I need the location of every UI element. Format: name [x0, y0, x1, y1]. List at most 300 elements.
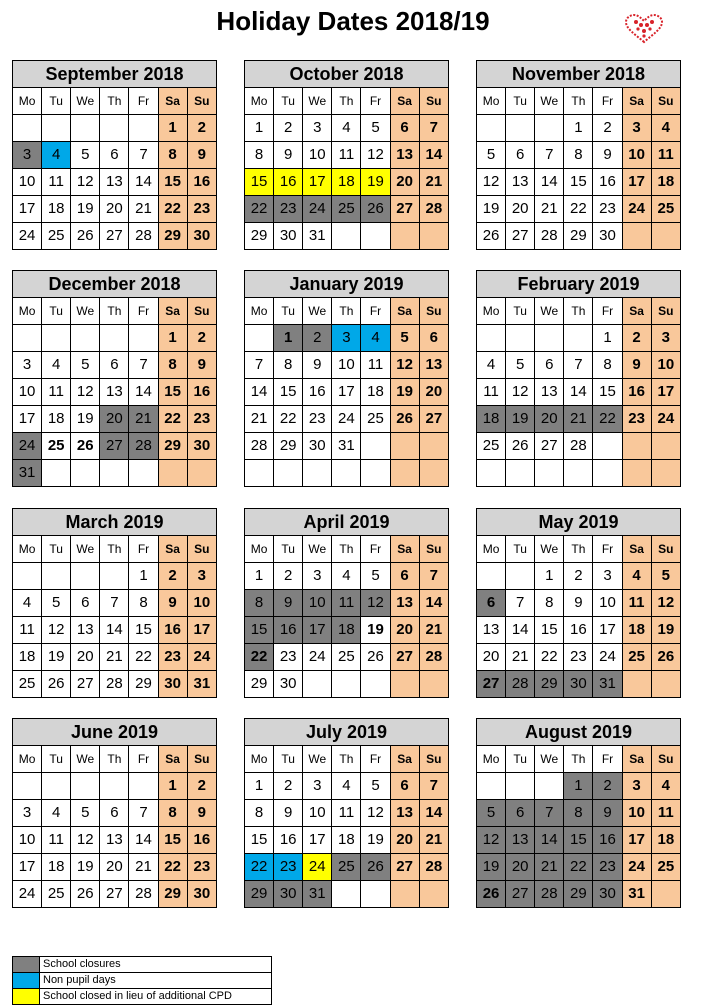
day-cell: 20	[100, 854, 129, 881]
day-cell: 11	[13, 617, 42, 644]
day-cell: 21	[129, 854, 158, 881]
weekday-header: We	[303, 746, 332, 773]
day-cell: 29	[158, 433, 187, 460]
empty-cell	[390, 671, 419, 698]
empty-cell	[622, 671, 651, 698]
day-cell: 5	[651, 563, 680, 590]
day-cell: 24	[593, 644, 622, 671]
day-cell: 15	[564, 827, 593, 854]
day-cell: 17	[13, 854, 42, 881]
day-cell: 2	[158, 563, 187, 590]
day-cell: 16	[622, 379, 651, 406]
weekday-header: We	[535, 536, 564, 563]
day-cell: 1	[593, 325, 622, 352]
day-cell: 20	[506, 196, 535, 223]
day-cell: 23	[593, 854, 622, 881]
weekday-header: Su	[187, 88, 216, 115]
day-cell: 6	[390, 115, 419, 142]
day-cell: 16	[593, 827, 622, 854]
day-cell: 4	[332, 563, 361, 590]
day-cell: 17	[651, 379, 680, 406]
day-cell: 3	[13, 142, 42, 169]
day-cell: 4	[651, 115, 680, 142]
day-cell: 31	[187, 671, 216, 698]
day-cell: 16	[274, 827, 303, 854]
empty-cell	[506, 115, 535, 142]
empty-cell	[390, 223, 419, 250]
legend	[12, 956, 272, 1005]
day-cell: 8	[158, 142, 187, 169]
day-cell: 12	[651, 590, 680, 617]
day-cell: 20	[100, 406, 129, 433]
empty-cell	[13, 563, 42, 590]
legend-item-cpd	[13, 989, 272, 1005]
day-cell: 19	[361, 827, 390, 854]
weekday-header: Fr	[361, 88, 390, 115]
day-cell: 4	[651, 773, 680, 800]
empty-cell	[419, 460, 448, 487]
day-cell: 8	[158, 800, 187, 827]
weekday-header: Sa	[622, 298, 651, 325]
day-cell: 11	[42, 827, 71, 854]
day-cell: 2	[303, 325, 332, 352]
day-cell: 26	[361, 644, 390, 671]
day-cell: 3	[651, 325, 680, 352]
day-cell: 6	[100, 800, 129, 827]
day-cell: 16	[187, 169, 216, 196]
day-cell: 30	[564, 671, 593, 698]
empty-cell	[477, 115, 506, 142]
day-cell: 22	[593, 406, 622, 433]
day-cell: 23	[187, 854, 216, 881]
day-cell: 7	[419, 115, 448, 142]
day-cell: 1	[129, 563, 158, 590]
day-cell: 25	[332, 854, 361, 881]
weekday-header: Su	[419, 88, 448, 115]
weekday-header: Mo	[477, 88, 506, 115]
day-cell: 21	[245, 406, 274, 433]
empty-cell	[332, 671, 361, 698]
day-cell: 29	[274, 433, 303, 460]
day-cell: 15	[274, 379, 303, 406]
day-cell: 23	[274, 196, 303, 223]
weekday-header: Sa	[622, 88, 651, 115]
nonpupil-swatch	[13, 973, 40, 989]
day-cell: 20	[506, 854, 535, 881]
weekday-header: Th	[100, 298, 129, 325]
day-cell: 9	[274, 800, 303, 827]
day-cell: 10	[303, 142, 332, 169]
day-cell: 28	[419, 196, 448, 223]
day-cell: 3	[593, 563, 622, 590]
day-cell: 30	[274, 881, 303, 908]
empty-cell	[129, 460, 158, 487]
empty-cell	[42, 325, 71, 352]
day-cell: 12	[361, 142, 390, 169]
day-cell: 24	[303, 644, 332, 671]
day-cell: 19	[651, 617, 680, 644]
day-cell: 18	[651, 827, 680, 854]
day-cell: 11	[651, 142, 680, 169]
day-cell: 3	[13, 800, 42, 827]
day-cell: 31	[303, 223, 332, 250]
day-cell: 28	[100, 671, 129, 698]
weekday-header: Th	[332, 88, 361, 115]
empty-cell	[100, 460, 129, 487]
day-cell: 7	[419, 563, 448, 590]
weekday-header: Sa	[622, 746, 651, 773]
cpd-swatch	[13, 989, 40, 1005]
day-cell: 19	[71, 196, 100, 223]
day-cell: 25	[651, 196, 680, 223]
day-cell: 7	[129, 142, 158, 169]
day-cell: 16	[274, 617, 303, 644]
weekday-header: Tu	[506, 746, 535, 773]
month-title: July 2019	[245, 719, 449, 746]
day-cell: 19	[390, 379, 419, 406]
empty-cell	[332, 223, 361, 250]
day-cell: 4	[42, 142, 71, 169]
empty-cell	[42, 773, 71, 800]
empty-cell	[13, 773, 42, 800]
weekday-header: Th	[564, 88, 593, 115]
empty-cell	[593, 460, 622, 487]
legend-item-nonpupil	[13, 973, 272, 989]
day-cell: 14	[419, 800, 448, 827]
day-cell: 31	[303, 881, 332, 908]
weekday-header: Mo	[477, 298, 506, 325]
empty-cell	[419, 223, 448, 250]
day-cell: 26	[361, 854, 390, 881]
weekday-header: Mo	[13, 746, 42, 773]
weekday-header: Tu	[42, 536, 71, 563]
weekday-header: Sa	[622, 536, 651, 563]
weekday-header: Fr	[361, 536, 390, 563]
day-cell: 13	[390, 800, 419, 827]
day-cell: 11	[42, 379, 71, 406]
day-cell: 27	[100, 223, 129, 250]
day-cell: 21	[100, 644, 129, 671]
day-cell: 9	[187, 352, 216, 379]
empty-cell	[100, 563, 129, 590]
empty-cell	[506, 773, 535, 800]
day-cell: 18	[332, 169, 361, 196]
month-title: February 2019	[477, 271, 681, 298]
month-calendar	[476, 718, 681, 908]
day-cell: 7	[535, 800, 564, 827]
day-cell: 29	[158, 881, 187, 908]
month-calendar	[244, 60, 449, 250]
day-cell: 9	[303, 352, 332, 379]
day-cell: 3	[622, 773, 651, 800]
day-cell: 1	[158, 115, 187, 142]
weekday-header: Su	[419, 536, 448, 563]
day-cell: 11	[332, 142, 361, 169]
empty-cell	[535, 325, 564, 352]
empty-cell	[651, 433, 680, 460]
month-calendar	[244, 718, 449, 908]
day-cell: 13	[100, 379, 129, 406]
empty-cell	[100, 325, 129, 352]
weekday-header: Th	[564, 536, 593, 563]
day-cell: 27	[477, 671, 506, 698]
day-cell: 1	[245, 773, 274, 800]
day-cell: 2	[274, 773, 303, 800]
weekday-header: We	[535, 298, 564, 325]
day-cell: 13	[71, 617, 100, 644]
day-cell: 14	[129, 169, 158, 196]
day-cell: 12	[71, 827, 100, 854]
day-cell: 6	[390, 563, 419, 590]
day-cell: 11	[651, 800, 680, 827]
day-cell: 28	[535, 881, 564, 908]
weekday-header: We	[71, 298, 100, 325]
day-cell: 25	[42, 881, 71, 908]
day-cell: 31	[332, 433, 361, 460]
day-cell: 22	[158, 406, 187, 433]
day-cell: 23	[622, 406, 651, 433]
weekday-header: Sa	[158, 746, 187, 773]
day-cell: 16	[158, 617, 187, 644]
day-cell: 4	[332, 115, 361, 142]
empty-cell	[332, 460, 361, 487]
day-cell: 27	[535, 433, 564, 460]
month-title: January 2019	[245, 271, 449, 298]
empty-cell	[129, 115, 158, 142]
day-cell: 27	[506, 881, 535, 908]
day-cell: 1	[245, 115, 274, 142]
empty-cell	[593, 433, 622, 460]
day-cell: 1	[158, 773, 187, 800]
day-cell: 29	[245, 223, 274, 250]
day-cell: 7	[419, 773, 448, 800]
weekday-header: Tu	[506, 536, 535, 563]
empty-cell	[390, 460, 419, 487]
day-cell: 21	[535, 854, 564, 881]
day-cell: 16	[593, 169, 622, 196]
day-cell: 29	[129, 671, 158, 698]
day-cell: 23	[303, 406, 332, 433]
day-cell: 10	[303, 590, 332, 617]
weekday-header: Sa	[158, 536, 187, 563]
day-cell: 5	[71, 800, 100, 827]
weekday-header: We	[535, 88, 564, 115]
weekday-header: Tu	[42, 88, 71, 115]
month-calendar	[244, 270, 449, 487]
day-cell: 1	[564, 115, 593, 142]
weekday-header: Sa	[390, 88, 419, 115]
day-cell: 5	[390, 325, 419, 352]
day-cell: 5	[42, 590, 71, 617]
day-cell: 24	[622, 854, 651, 881]
day-cell: 14	[245, 379, 274, 406]
day-cell: 20	[390, 169, 419, 196]
empty-cell	[506, 563, 535, 590]
day-cell: 24	[187, 644, 216, 671]
weekday-header: Mo	[245, 746, 274, 773]
day-cell: 2	[187, 773, 216, 800]
day-cell: 13	[100, 169, 129, 196]
day-cell: 18	[42, 854, 71, 881]
day-cell: 9	[274, 590, 303, 617]
day-cell: 17	[303, 827, 332, 854]
day-cell: 7	[129, 800, 158, 827]
day-cell: 18	[361, 379, 390, 406]
weekday-header: Fr	[129, 536, 158, 563]
day-cell: 13	[477, 617, 506, 644]
weekday-header: Fr	[593, 746, 622, 773]
day-cell: 3	[13, 352, 42, 379]
day-cell: 6	[506, 800, 535, 827]
day-cell: 16	[187, 379, 216, 406]
day-cell: 15	[245, 169, 274, 196]
day-cell: 25	[622, 644, 651, 671]
day-cell: 7	[100, 590, 129, 617]
day-cell: 27	[419, 406, 448, 433]
month-calendar	[476, 60, 681, 250]
weekday-header: Th	[564, 298, 593, 325]
day-cell: 10	[593, 590, 622, 617]
day-cell: 6	[506, 142, 535, 169]
day-cell: 22	[535, 644, 564, 671]
empty-cell	[506, 325, 535, 352]
day-cell: 31	[593, 671, 622, 698]
day-cell: 24	[622, 196, 651, 223]
page-title: Holiday Dates 2018/19	[216, 6, 490, 36]
day-cell: 14	[100, 617, 129, 644]
weekday-header: Fr	[361, 746, 390, 773]
day-cell: 17	[332, 379, 361, 406]
weekday-header: We	[303, 298, 332, 325]
weekday-header: We	[71, 746, 100, 773]
empty-cell	[71, 563, 100, 590]
empty-cell	[361, 881, 390, 908]
weekday-header: Mo	[13, 298, 42, 325]
day-cell: 28	[506, 671, 535, 698]
day-cell: 14	[129, 827, 158, 854]
month-title: November 2018	[477, 61, 681, 88]
day-cell: 21	[129, 196, 158, 223]
day-cell: 7	[245, 352, 274, 379]
day-cell: 25	[42, 223, 71, 250]
empty-cell	[361, 671, 390, 698]
legend-label: School closed in lieu of additional CPD	[40, 989, 272, 1005]
day-cell: 3	[303, 773, 332, 800]
day-cell: 28	[129, 223, 158, 250]
day-cell: 18	[42, 406, 71, 433]
weekday-header: Su	[651, 536, 680, 563]
day-cell: 6	[71, 590, 100, 617]
month-calendar	[12, 60, 217, 250]
month-title: June 2019	[13, 719, 217, 746]
empty-cell	[651, 223, 680, 250]
weekday-header: Mo	[245, 298, 274, 325]
empty-cell	[564, 460, 593, 487]
day-cell: 16	[187, 827, 216, 854]
weekday-header: Fr	[593, 536, 622, 563]
day-cell: 5	[506, 352, 535, 379]
day-cell: 15	[245, 827, 274, 854]
day-cell: 28	[419, 644, 448, 671]
day-cell: 8	[245, 800, 274, 827]
day-cell: 8	[564, 142, 593, 169]
day-cell: 9	[158, 590, 187, 617]
day-cell: 18	[13, 644, 42, 671]
weekday-header: Tu	[274, 746, 303, 773]
day-cell: 17	[303, 617, 332, 644]
day-cell: 23	[274, 854, 303, 881]
day-cell: 10	[332, 352, 361, 379]
day-cell: 11	[332, 590, 361, 617]
weekday-header: Su	[651, 746, 680, 773]
day-cell: 4	[42, 800, 71, 827]
day-cell: 22	[158, 196, 187, 223]
day-cell: 17	[593, 617, 622, 644]
day-cell: 8	[158, 352, 187, 379]
day-cell: 10	[13, 827, 42, 854]
weekday-header: Sa	[390, 298, 419, 325]
day-cell: 25	[42, 433, 71, 460]
day-cell: 1	[564, 773, 593, 800]
day-cell: 7	[506, 590, 535, 617]
empty-cell	[42, 115, 71, 142]
day-cell: 10	[187, 590, 216, 617]
weekday-header: Sa	[158, 88, 187, 115]
day-cell: 13	[100, 827, 129, 854]
day-cell: 22	[274, 406, 303, 433]
day-cell: 26	[651, 644, 680, 671]
day-cell: 7	[535, 142, 564, 169]
month-title: December 2018	[13, 271, 217, 298]
day-cell: 9	[593, 800, 622, 827]
day-cell: 15	[245, 617, 274, 644]
day-cell: 30	[593, 223, 622, 250]
legend-item-closures	[13, 957, 272, 973]
weekday-header: Su	[651, 88, 680, 115]
day-cell: 21	[535, 196, 564, 223]
day-cell: 11	[477, 379, 506, 406]
empty-cell	[535, 460, 564, 487]
day-cell: 12	[361, 590, 390, 617]
day-cell: 20	[535, 406, 564, 433]
weekday-header: Tu	[42, 746, 71, 773]
month-title: August 2019	[477, 719, 681, 746]
day-cell: 3	[303, 115, 332, 142]
weekday-header: Th	[100, 88, 129, 115]
day-cell: 11	[622, 590, 651, 617]
day-cell: 8	[245, 142, 274, 169]
day-cell: 18	[477, 406, 506, 433]
day-cell: 30	[158, 671, 187, 698]
day-cell: 29	[535, 671, 564, 698]
day-cell: 28	[129, 433, 158, 460]
day-cell: 19	[506, 406, 535, 433]
day-cell: 6	[535, 352, 564, 379]
day-cell: 22	[564, 196, 593, 223]
day-cell: 24	[651, 406, 680, 433]
day-cell: 11	[361, 352, 390, 379]
day-cell: 26	[477, 881, 506, 908]
day-cell: 30	[593, 881, 622, 908]
day-cell: 17	[303, 169, 332, 196]
day-cell: 24	[303, 854, 332, 881]
day-cell: 15	[535, 617, 564, 644]
day-cell: 22	[129, 644, 158, 671]
day-cell: 30	[187, 433, 216, 460]
day-cell: 13	[390, 142, 419, 169]
day-cell: 6	[390, 773, 419, 800]
day-cell: 15	[129, 617, 158, 644]
